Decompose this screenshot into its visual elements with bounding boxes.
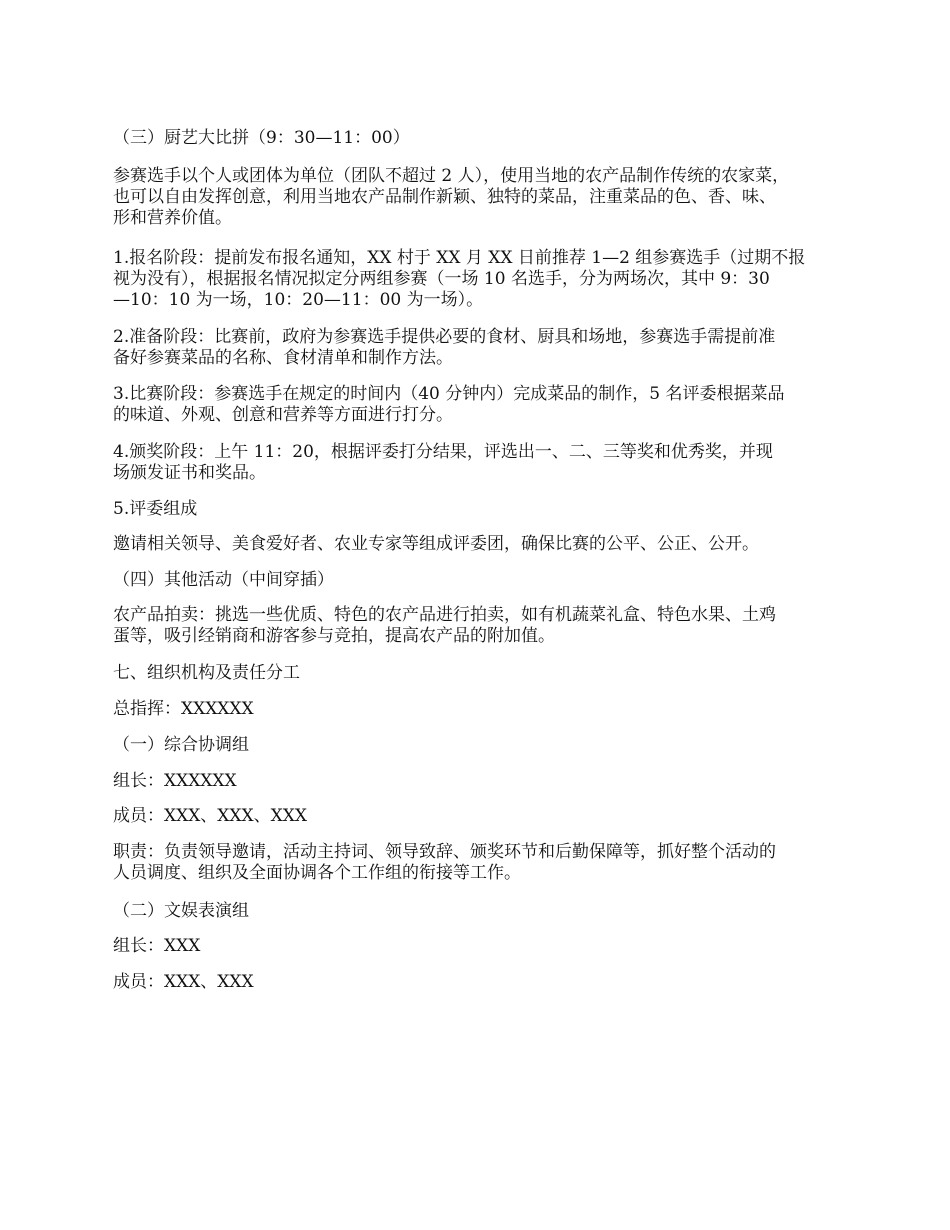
section-heading-organization: 七、组织机构及责任分工 [113,663,300,683]
paragraph-coordination-leader: 组长：XXXXXX [113,771,237,791]
paragraph-award-stage: 4.颁奖阶段：上午 11：20，根据评委打分结果，评选出一、二、三等奖和优秀奖，并现 场颁发证书和奖品。 [113,442,773,483]
paragraph-entertainment-members: 成员：XXX、XXX [113,972,254,992]
paragraph-entertainment-leader: 组长：XXX [113,936,201,956]
section-heading-coordination-group: （一）综合协调组 [113,735,249,755]
paragraph-judges-description: 邀请相关领导、美食爱好者、农业专家等组成评委团，确保比赛的公平、公正、公开。 [113,534,759,554]
paragraph-preparation-stage: 2.准备阶段：比赛前，政府为参赛选手提供必要的食材、厨具和场地，参赛选手需提前准 备好参赛菜品的名称、食材清单和制作方法。 [113,327,776,368]
paragraph-auction: 农产品拍卖：挑选一些优质、特色的农产品进行拍卖，如有机蔬菜礼盒、特色水果、土鸡 蛋等，吸引经销商和游客参与竞拍，提高农产品的附加值。 [113,605,776,646]
paragraph-coordination-members: 成员：XXX、XXX、XXX [113,806,307,826]
section-heading-entertainment-group: （二）文娱表演组 [113,901,249,921]
paragraph-commander: 总指挥：XXXXXX [113,699,254,719]
paragraph-contest-description: 参赛选手以个人或团体为单位（团队不超过 2 人），使用当地的农产品制作传统的农家菜， 也可以自由发挥创意，利用当地农产品制作新颖、独特的菜品，注重菜品的色、香、味、 形和营养价值。 [113,166,790,228]
section-heading-other-activities: （四）其他活动（中间穿插） [113,570,334,590]
paragraph-competition-stage: 3.比赛阶段：参赛选手在规定的时间内（40 分钟内）完成菜品的制作，5 名评委根据菜品 的味道、外观、创意和营养等方面进行打分。 [113,384,785,425]
section-heading-cooking-contest: （三）厨艺大比拼（9：30—11：00） [113,128,410,148]
paragraph-registration-stage: 1.报名阶段：提前发布报名通知，XX 村于 XX 月 XX 日前推荐 1—2 组参赛选手（过期不报 视为没有），根据报名情况拟定分两组参赛（一场 10 名选手，分为两场次，其中 9：30 —10：10 为一场，10：20—11：00 为一场）。 [113,248,806,310]
paragraph-judges-heading: 5.评委组成 [113,499,198,519]
paragraph-coordination-duties: 职责：负责领导邀请，活动主持词、领导致辞、颁奖环节和后勤保障等，抓好整个活动的 人员调度、组织及全面协调各个工作组的衔接等工作。 [113,842,776,883]
